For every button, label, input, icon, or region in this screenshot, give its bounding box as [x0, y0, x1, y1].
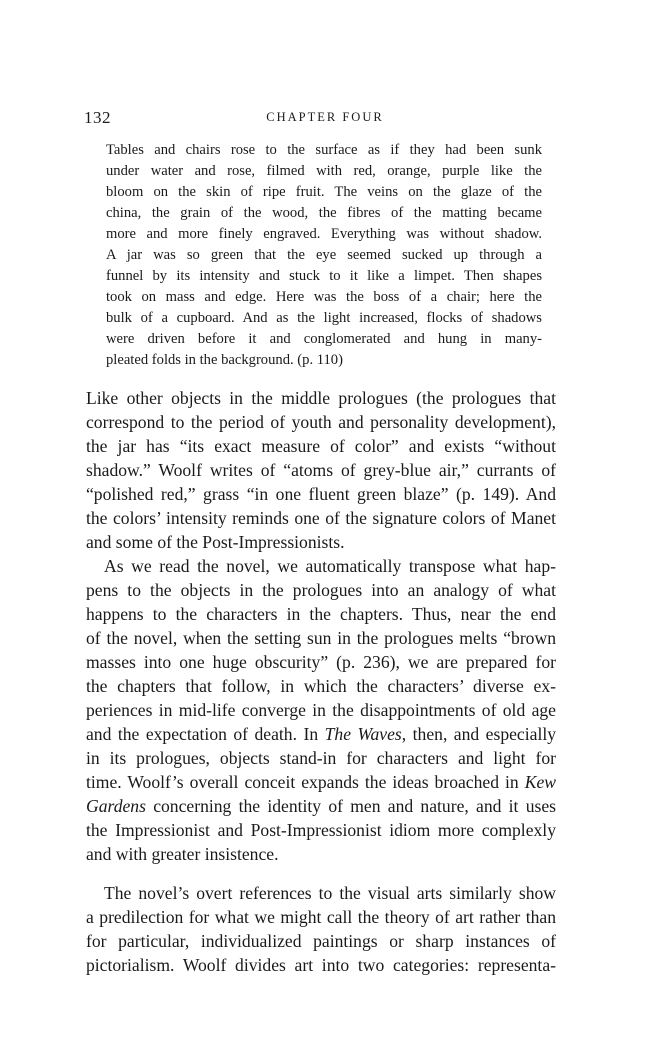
quote-line: Tables and chairs rose to the surface as if they had been sunk — [106, 142, 542, 158]
quote-line: bloom on the skin of ripe fruit. The veins on the glaze of the — [106, 184, 542, 200]
text-segment: and the expectation of death. In — [86, 724, 325, 744]
text-line — [86, 722, 556, 746]
book-title-kew: Kew — [524, 772, 556, 792]
text-line: “polished red,” grass “in one fluent green blaze” (p. 149). And — [86, 484, 556, 504]
quote-line: china, the grain of the wood, the fibres of the matting became — [106, 205, 542, 221]
text-line: shadow.” Woolf writes of “atoms of grey-blue air,” currants of — [86, 460, 556, 480]
text-line: in its prologues, objects stand-in for characters and light for — [86, 748, 556, 768]
text-line — [86, 794, 556, 818]
text-line — [86, 770, 556, 794]
quote-line: under water and rose, filmed with red, orange, purple like the — [106, 163, 542, 179]
text-line: the jar has “its exact measure of color” and exists “without — [86, 436, 556, 456]
text-line: pictorialism. Woolf divides art into two categories: representa- — [86, 955, 556, 975]
quote-line: bulk of a cupboard. And as the light increased, flocks of shadows — [106, 310, 542, 326]
text-line: As we read the novel, we automatically transpose what hap- — [104, 556, 556, 576]
text-line: a predilection for what we might call the theory of art rather than — [86, 907, 556, 927]
book-title-gardens: Gardens — [86, 796, 146, 816]
text-line: for particular, individualized paintings or sharp instances of — [86, 931, 556, 951]
text-line: the Impressionist and Post-Impressionist idiom more complexly — [86, 820, 556, 840]
text-line: pens to the objects in the prologues into an analogy of what — [86, 580, 556, 600]
quote-line: A jar was so green that the eye seemed sucked up through a — [106, 247, 542, 263]
quote-line: more and more finely engraved. Everything was without shadow. — [106, 226, 542, 242]
text-segment: , then, and especially — [401, 724, 557, 744]
quote-line: were driven before it and conglomerated and hung in many- — [106, 331, 542, 347]
text-line: and with greater insistence. — [86, 844, 279, 864]
text-line: periences in mid-life converge in the disappointments of old age — [86, 700, 556, 720]
text-line: of the novel, when the setting sun in the prologues melts “brown — [86, 628, 556, 648]
book-title-the-waves: The Waves — [324, 724, 402, 744]
text-segment: time. Woolf’s overall conceit expands the ideas broached in — [86, 772, 525, 792]
running-head: CHAPTER FOUR — [266, 110, 384, 124]
text-line: The novel’s overt references to the visual arts similarly show — [104, 883, 556, 903]
text-line: and some of the Post-Impressionists. — [86, 532, 345, 552]
quote-line: took on mass and edge. Here was the boss of a chair; here the — [106, 289, 542, 305]
text-segment: concerning the identity of men and nature, and it uses — [145, 796, 556, 816]
text-line: correspond to the period of youth and personality development), — [86, 412, 556, 432]
text-line: the chapters that follow, in which the characters’ diverse ex- — [86, 676, 556, 696]
text-line: happens to the characters in the chapters. Thus, near the end — [86, 604, 556, 624]
text-line: masses into one huge obscurity” (p. 236), we are prepared for — [86, 652, 556, 672]
text-line: Like other objects in the middle prologues (the prologues that — [86, 388, 556, 408]
text-line: the colors’ intensity reminds one of the signature colors of Manet — [86, 508, 556, 528]
quote-line: funnel by its intensity and stuck to it like a limpet. Then shapes — [106, 268, 542, 284]
quote-line: pleated folds in the background. (p. 110) — [106, 352, 343, 368]
page-number: 132 — [84, 108, 111, 127]
